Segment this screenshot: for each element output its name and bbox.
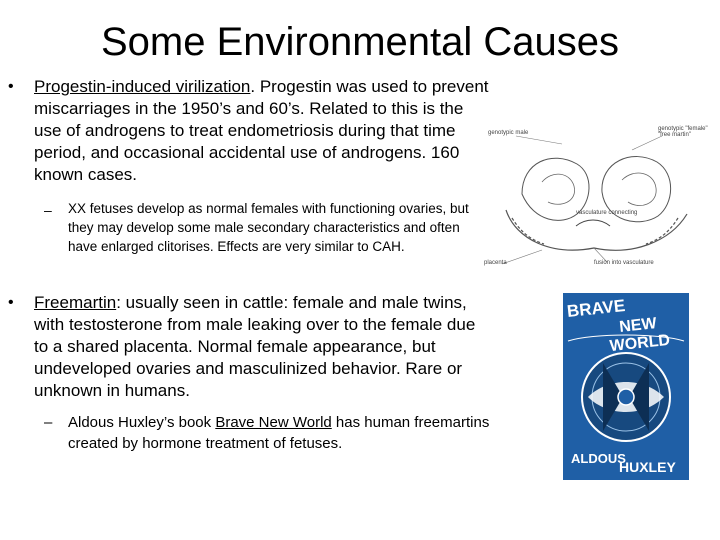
label-genotypic-female: genotypic "female" "free martin" [658, 126, 708, 138]
cover-author-line1: ALDOUS [571, 451, 626, 466]
twin-calves-illustration [482, 122, 712, 270]
huxley-text-pre: Aldous Huxley’s book [68, 414, 216, 431]
label-vasculature: vasculature connecting [576, 210, 638, 216]
subpoint-huxley [68, 412, 508, 454]
bullet-progestin [34, 76, 492, 186]
label-placenta: placenta [484, 260, 507, 266]
bullet-marker: • [8, 294, 14, 311]
book-title-link: Brave New World [215, 414, 332, 431]
cover-title-line2: NEW WORLD [608, 315, 671, 356]
bullet-freemartin-text: : usually seen in cattle: female and male twins, with testosterone from male leaking over to the female due to a shared placenta. Normal female appearance, but undeveloped ovaries and masculinized behavior. Rare or unknown in humans. [34, 293, 476, 400]
term-freemartin: Freemartin [34, 293, 117, 312]
dash-marker: – [44, 202, 52, 218]
brave-new-world-cover [563, 293, 689, 480]
huxley-text-post: has human freemartins created by hormone treatment of fetuses. [68, 414, 490, 452]
bullet-marker: • [8, 78, 14, 95]
cover-title-line1: BRAVE [566, 296, 627, 321]
subpoint-xx-fetuses: XX fetuses develop as normal females with functioning ovaries, but they may develop some male secondary characteristics and often have enlarged clitorises. Effects are very similar to CAH. [68, 201, 469, 254]
bullet-freemartin [34, 292, 492, 402]
bullet-progestin-text: . Progestin was used to prevent miscarriages in the 1950’s and 60’s. Related to this is the use of androgens to treat endometriosis during that time period, and occasional accidental use of androgens. 160 known cases. [34, 77, 489, 184]
label-fusion: fusion into vasculature [594, 260, 654, 266]
cover-author-line2: HUXLEY [619, 459, 676, 475]
slide-title: Some Environmental Causes [100, 20, 620, 64]
dash-marker: – [44, 414, 53, 431]
label-genotypic-male: genotypic male [488, 130, 529, 136]
freemartin-diagram [482, 122, 712, 270]
term-progestin: Progestin-induced virilization [34, 77, 251, 96]
